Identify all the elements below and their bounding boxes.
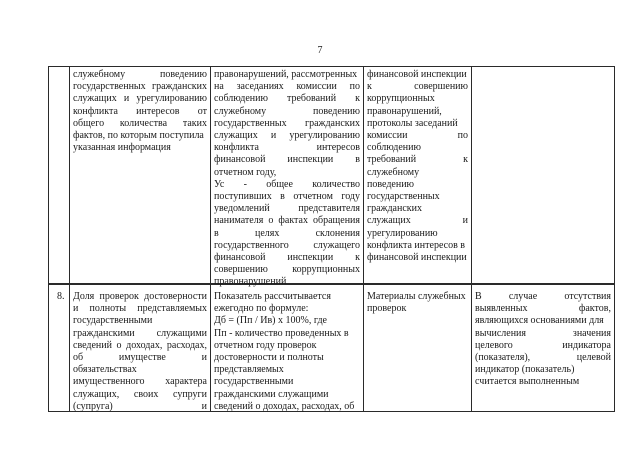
text-line: правонарушений — [214, 276, 287, 288]
page-number: 7 — [317, 45, 323, 56]
text-line: гражданскими служащими — [214, 388, 329, 400]
text-line: считается выполненным — [475, 376, 580, 388]
text-line: требований к — [367, 154, 468, 166]
text-line: отчетном году проверок — [214, 339, 317, 351]
text-line: протоколы заседаний — [367, 117, 458, 129]
text-line: (супруга) и — [73, 400, 207, 412]
text-line: представляемых — [214, 364, 284, 376]
text-line: служебному поведению — [214, 105, 360, 117]
text-line: проверок — [367, 303, 407, 315]
text-line: соблюдению требований к — [214, 93, 360, 105]
text-line: правонарушений, рассмотренных — [214, 69, 358, 80]
text-line: гражданскими служащими — [73, 327, 207, 339]
text-line: вычисления значения — [475, 327, 611, 339]
text-line: урегулированию — [367, 227, 438, 239]
text-line: целевого индикатора — [475, 339, 611, 351]
text-line: общего количества таких — [73, 117, 207, 129]
text-line: об имуществе и — [73, 352, 207, 364]
table-border-right — [614, 66, 615, 412]
prev-row-calculation-cell — [214, 69, 360, 289]
text-line: государственных гражданских — [73, 81, 207, 93]
table-border-top — [48, 66, 615, 67]
text-line: служащих и урегулированию — [73, 93, 207, 105]
row-8-notes-cell — [475, 291, 611, 389]
text-line: уведомлений представителя — [214, 203, 360, 215]
text-line: имущественного характера — [73, 376, 207, 388]
text-line: достоверности и полноты — [214, 352, 324, 364]
prev-row-source-cell — [367, 69, 468, 264]
text-line: гражданских — [367, 203, 422, 215]
text-line: обязательствах — [73, 364, 137, 376]
text-line: являющихся основаниями для — [475, 315, 604, 327]
text-line: служащих, своих супруги — [73, 388, 207, 400]
text-line: Материалы служебных — [367, 291, 466, 302]
text-line: комиссии по — [367, 130, 468, 142]
column-divider-1 — [69, 66, 70, 412]
text-line: поступивших в отчетном году — [214, 191, 360, 203]
prev-row-indicator-cell — [73, 69, 207, 154]
text-line: служащих и — [367, 215, 468, 227]
text-line: финансовой инспекции в — [214, 154, 360, 166]
text-line: коррупционных — [367, 93, 435, 105]
column-divider-3 — [363, 66, 364, 412]
formula-line: Дб = (Пп / Ив) x 100%, где — [214, 315, 327, 327]
text-line: государственных — [367, 191, 440, 203]
text-line: служебному — [367, 166, 420, 178]
text-line: служащих и урегулированию — [214, 130, 360, 142]
text-line: финансовой инспекции — [367, 252, 467, 264]
text-line: конфликта интересов в — [367, 239, 466, 251]
text-line: конфликта интересов — [214, 142, 360, 154]
row-8-indicator-cell — [73, 291, 207, 413]
text-line: поведению — [367, 178, 415, 190]
text-line: сведений о доходах, расходах, об — [214, 400, 355, 412]
text-line: соблюдению — [367, 142, 421, 154]
text-line: ежегодно по формуле: — [214, 303, 309, 315]
text-line: совершению коррупционных — [214, 264, 360, 276]
row-8-source-cell — [367, 291, 468, 315]
text-line: индикатор (показатель) — [475, 364, 575, 376]
text-line: на заседаниях комиссии по — [214, 81, 360, 93]
text-line: фактов, по которым поступила — [73, 130, 204, 142]
text-line: выявленных фактов, — [475, 303, 611, 315]
text-line: служебному поведению — [73, 69, 207, 80]
table-border-left — [48, 66, 49, 412]
text-line: к совершению — [367, 81, 468, 93]
text-line: Доля проверок достоверности — [73, 291, 207, 302]
text-line: финансовой инспекции к — [214, 252, 360, 264]
text-line: Показатель рассчитывается — [214, 291, 331, 302]
text-line: государственными — [214, 376, 294, 388]
text-line: и полноты представляемых — [73, 303, 207, 315]
column-divider-2 — [210, 66, 211, 412]
column-divider-4 — [471, 66, 472, 412]
text-line: правонарушений, — [367, 105, 442, 117]
text-line: государственного служащего — [214, 239, 360, 251]
text-line: В случае отсутствия — [475, 291, 611, 302]
text-line: Пп - количество проведенных в — [214, 327, 349, 339]
text-line: нанимателя о фактах обращения — [214, 215, 360, 227]
text-line: в целях склонения — [214, 227, 360, 239]
text-line: государственных гражданских — [214, 117, 360, 129]
text-line: финансовой инспекции — [367, 69, 467, 80]
text-line: отчетном году, — [214, 166, 277, 178]
text-line: указанная информация — [73, 142, 171, 154]
row-8-calculation-cell — [214, 291, 360, 413]
row-8-number: 8. — [57, 291, 65, 302]
text-line: конфликта интересов от — [73, 105, 207, 117]
text-line: (показателя), целевой — [475, 352, 611, 364]
text-line: государственными — [73, 315, 153, 327]
text-line: Ус - общее количество — [214, 178, 360, 190]
text-line: сведений о доходах, расходах, — [73, 339, 207, 351]
